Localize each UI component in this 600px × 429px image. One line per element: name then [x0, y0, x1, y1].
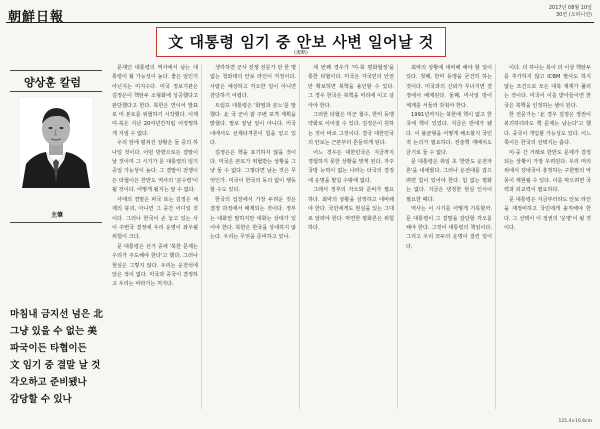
print-size-note: 125.4×16.6cm: [558, 419, 592, 424]
paragraph: 한 전문가는 '北 경우 김정은 정권이 붕괴하더라도 핵 문제는 남는다'고 했다. 중국이 개입할 가능성도 있다. 어느 쪽이든 한국의 선택지는 좁다.: [504, 112, 591, 147]
pull-quote-line: 그냥 있을 수 없는 美: [10, 326, 97, 337]
paragraph: 문 대통령은 선거 중에 '북한 문제는 우리가 주도해야 한다'고 했다. 그러나 현실은 그렇지 않다. 우리는 운전석에 앉은 적이 없다. 미국과 중국이 결정하고 우리는 따라가는 처지다.: [112, 243, 198, 288]
dateline: [549, 5, 592, 19]
paragraph: 최악의 상황에 대비해 해야 할 일이 있다. 첫째, 한미 동맹을 굳건히 하는 것이다. 미국과의 신뢰가 무너지면 결정에서 배제된다. 둘째, 미사일 방어 체계를 서둘러 갖춰야 한다.: [406, 65, 492, 109]
paragraph: 세 번째 경우가 '미·북 평화협정'을 통한 타협이다. 미국은 자국민의 안전만 확보하면 북핵을 용인할 수 있다. 그 경우 한국은 북핵을 머리에 이고 살아야 한다.: [308, 65, 394, 109]
headline-box: [156, 27, 446, 57]
pull-quote-line: 文 임기 중 결말 날 것: [10, 360, 101, 371]
paragraph: 그러한 타협은 미군 철수, 한미 동맹 약화로 이어질 수 있다. 김정은이 원하는 것이 바로 그것이다. 결국 대한민국의 안보는 근본부터 흔들리게 된다.: [308, 112, 394, 147]
pull-quote-line: 감당할 수 있나: [10, 394, 72, 405]
paragraph: 한국의 입장에서 가장 두려운 것은 결정 과정에서 배제되는 것이다. 정부는 대화만 말하지만 대화는 상대가 있어야 한다. 북한은 한국을 상대하지 않는다. 우리는 무엇을 준비하고 있나.: [210, 196, 296, 241]
paragraph: 우리 앞에 펼쳐진 상황은 둘 중의 하나일 것이다. 어떤 방향으로든 결말이 날 것이며 그 시기가 문 대통령의 임기 중일 가능성이 높다. 그 결말이 전쟁이든 타협이든 한반도 역사의 '분수령'이 될 것이다. 어떻게 될지는 알 수 없다.: [112, 140, 198, 194]
author-portrait-icon: [20, 98, 92, 188]
paragraph: 역사는 이 시기를 어떻게 기록할까. 문 대통령이 그 결말을 감당할 각오를 해야 한다. 그것이 대통령의 책임이다. 그리고 우리 모두의 운명이 걸린 일이다.: [406, 206, 492, 250]
paragraph: 생각하면 군사 전쟁 전문가 단 한 명 없는 청와대의 안보 라인이 걱정이다. 사람은 예상하고 각오한 일이 아니면 감당하기 어렵다.: [210, 65, 296, 100]
pull-quote-line: 각오하고 준비됐나: [10, 377, 87, 388]
paragraph: 문재인 대통령의 역사에서 남는 대통령이 될 가능성이 높다. 좋은 일인지 아닌지는 미지수다. 미국 정보기관은 김정은이 핵탄두 소형화에 성공했다고 판단했다고 한다. 북한은 연이어 발표로 미 본토를 위협하기 시작했다. 이제 미·북은 지난 20여년간처럼 어정쩡하게 지낼 수 없다.: [112, 65, 198, 137]
text-column-2: [210, 64, 300, 409]
portrait-drawing: [20, 98, 92, 188]
paragraph: 트럼프 대통령은 '화염과 분노'를 말했다. 北 국 군이 괌 주변 포격 계획을 밝혔다. 말로 끝날 일이 아니다. 미국 내에서도 선제타격론이 힘을 얻고 있다.: [210, 102, 296, 147]
pull-quote-line: 파국이든 타협이든: [10, 343, 87, 354]
sidebar-mid-rule: [10, 222, 102, 223]
article-body: [112, 64, 594, 409]
pull-quote-line: 마침내 금지선 넘은 北: [10, 309, 103, 320]
paragraph: 어느 경우든 대한민국은 지금까지 경험하지 못한 상황을 맞게 된다. 자주국방 능력이 없는 나라는 타국의 결정에 운명을 맡길 수밖에 없다.: [308, 149, 394, 184]
date-line-section: 30면 (오피니언): [555, 12, 592, 18]
top-rule: [6, 22, 594, 23]
paragraph: 이다. 더 하나는 북이 더 이상 핵탄두를 추가하지 않고 ICBM 발사도 하지 않는 조건으로 모든 대북 제재가 풀리는 것이다. 미국이 이를 받아들이면 한국은 북핵을 인정하는 셈이 된다.: [504, 65, 591, 109]
sidebar-top-rule: [10, 70, 102, 71]
masthead: 朝鮮日報: [8, 10, 65, 25]
paragraph: 문 대통령은 지금부터라도 안보 라인을 재정비하고 국민에게 솔직해야 한다. 그 선택이 이 정권의 '운명'이 될 것이다.: [504, 196, 591, 231]
paragraph: 1991년까지는 북한에 핵이 없고 한국에 핵이 있었다. 지금은 반대가 됐다. 이 불균형을 어떻게 해소할지 국민적 논의가 필요하다. 전술핵 재배치도 금기로 둘 수 없다.: [406, 112, 492, 156]
text-column-5: [504, 64, 594, 409]
paragraph: 미·중 간 거래로 한반도 문제가 결정되는 상황이 가장 우려된다. 우리 머리 위에서 강대국이 흥정하는 구한말의 악몽이 재현될 수 있다. 이를 막으려면 국력과 외교력이 필요하다.: [504, 149, 591, 194]
pull-quote: [10, 306, 106, 408]
column-sidebar: [6, 70, 106, 425]
paragraph: 그래서 정부의 각오와 준비가 필요하다. 최악의 상황을 상정하고 대비해야 한다. 국민에게도 현실을 있는 그대로 알려야 한다. 막연한 평화론은 위험하다.: [308, 187, 394, 231]
text-column-4: [406, 64, 496, 409]
date-line-date: 2017년 08월 10일: [548, 5, 592, 11]
paragraph: 사태의 결말은 파국 또는 김정은 체제의 붕괴, 아니면 그 중간 어디일 것이다. 그러나 한국이 손 놓고 있는 사이 주변국 결정에 우리 운명이 좌우될 위험이 크다.: [112, 196, 198, 241]
text-column-3: [308, 64, 398, 409]
sidebar-title-rule: [10, 91, 102, 92]
author-title: 主筆: [51, 212, 64, 219]
column-title: 양상훈 칼럼: [24, 76, 81, 89]
text-column-1: [112, 64, 202, 409]
paragraph: 김정은은 핵을 포기하지 않을 것이다. 미국은 본토가 위협받는 상황을 그냥 둘 수 없다. 그렇다면 남는 것은 무엇인가. 미국이 한국의 동의 없이 행동할 수도 있다.: [210, 149, 296, 194]
headline-tag: (後略): [294, 50, 308, 56]
paragraph: 문 대통령은 취임 초 '한반도 운전자론'을 내세웠다. 그러나 운전대를 잡으려면 힘이 있어야 한다. 힘 없는 평화는 없다. 지금은 냉정한 현실 인식이 필요한 때다.: [406, 159, 492, 203]
headline: 文 대통령 임기 중 안보 사변 일어날 것: [168, 33, 434, 51]
